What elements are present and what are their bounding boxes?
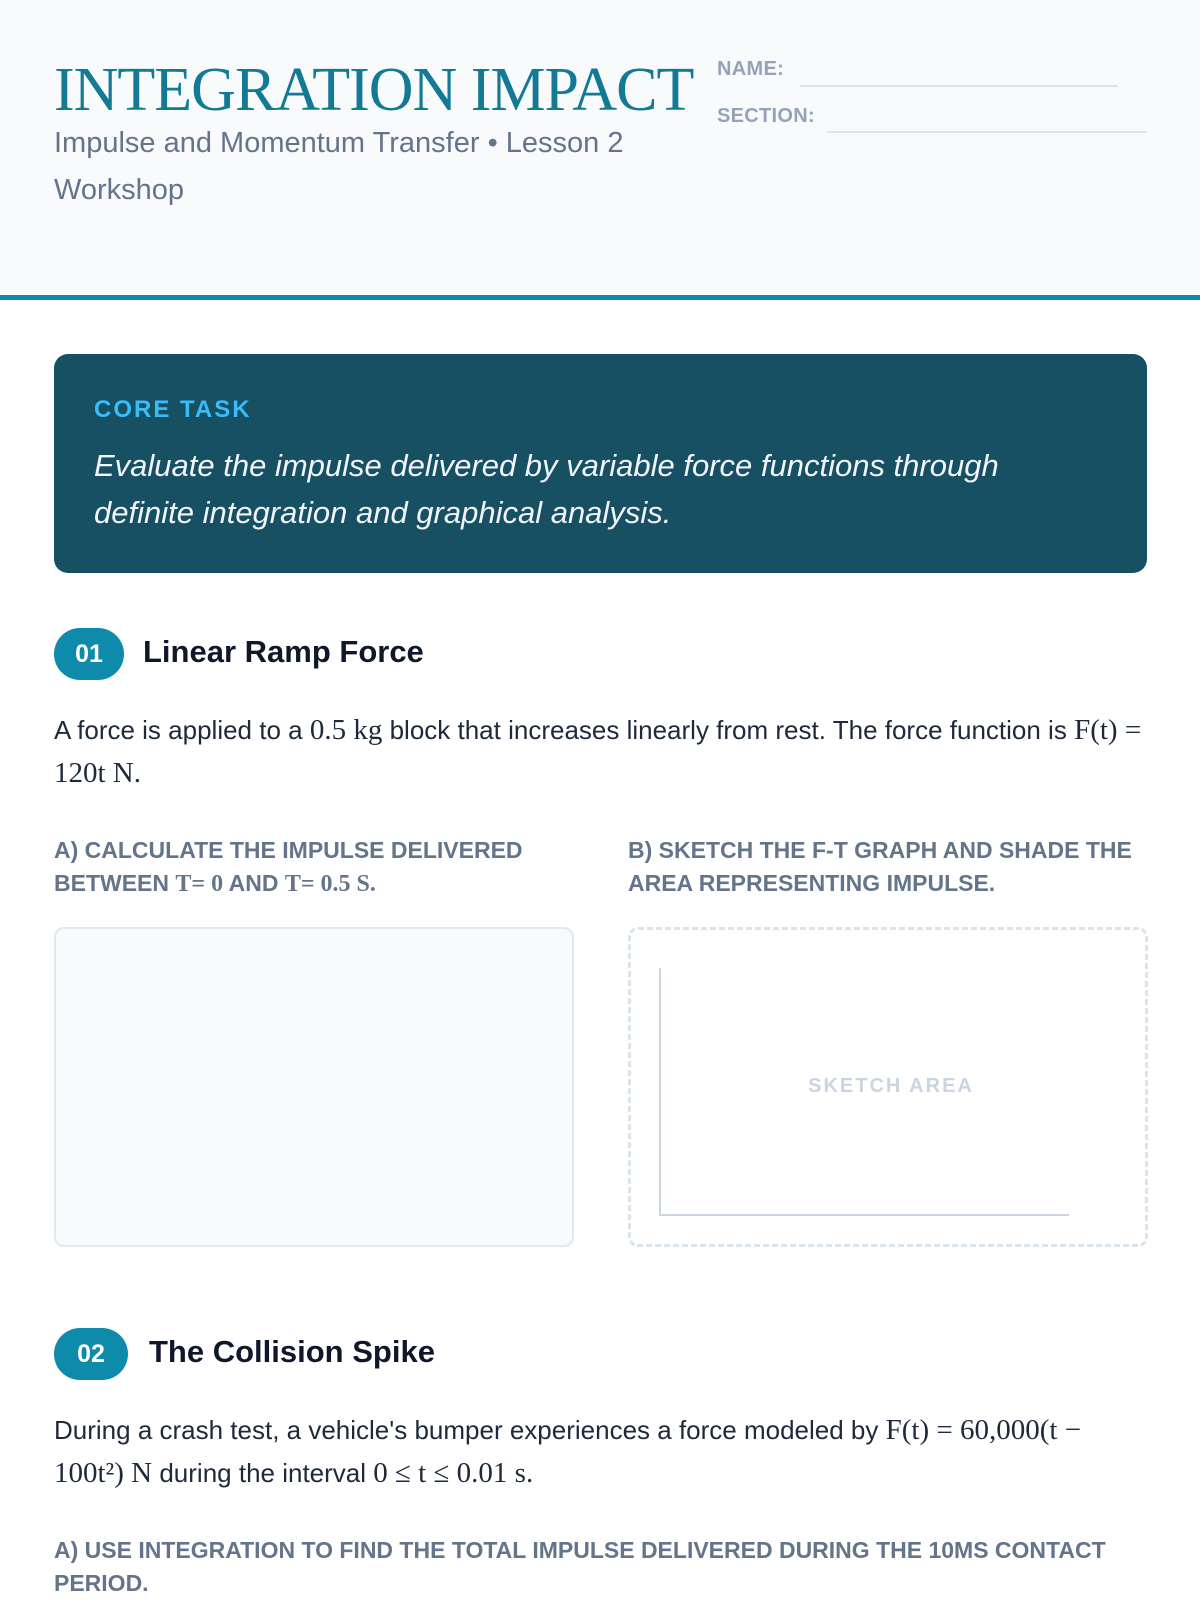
sketch-area[interactable] (628, 927, 1148, 1247)
section-label: SECTION: (717, 105, 815, 127)
part-a-prompt: A) USE INTEGRATION TO FIND THE TOTAL IMPULSE DELIVERED DURING THE 10MS CONTACT PERIOD. (54, 1537, 1106, 1596)
page-subtitle: Impulse and Momentum Transfer • Lesson 2 Workshop (54, 127, 624, 206)
part-a-and: AND (228, 870, 279, 896)
part-a-text: A) CALCULATE THE IMPULSE DELIVERED BETWEEN (54, 837, 523, 896)
time-interval: 0 ≤ t ≤ 0.01 s. (373, 1457, 534, 1489)
force-function: F(t) = 120t N. (54, 714, 1142, 789)
force-function: F(t) = 60,000(t − 100t²) N (54, 1414, 1082, 1489)
mass-value: 0.5 kg (309, 714, 383, 746)
question-text: during the interval (159, 1458, 367, 1488)
core-task-label: CORE TASK (94, 396, 252, 423)
question-number-badge: 01 (54, 628, 124, 680)
time-end: T= 0.5 S. (284, 871, 376, 897)
question-title: Linear Ramp Force (143, 634, 424, 669)
part-b-prompt: B) SKETCH THE F-T GRAPH AND SHADE THE AREA REPRESENTING IMPULSE. (628, 837, 1132, 896)
worksheet-header (0, 0, 1200, 300)
question-title: The Collision Spike (149, 1334, 435, 1369)
question-text: During a crash test, a vehicle's bumper experiences a force modeled by (54, 1415, 879, 1445)
sketch-x-axis (659, 1214, 1069, 1216)
part-a-prompt (54, 834, 564, 901)
question-number-badge: 02 (54, 1328, 128, 1380)
sketch-area-label: SKETCH AREA (808, 1075, 974, 1097)
page-title: INTEGRATION IMPACT (54, 56, 694, 124)
core-task-text: Evaluate the impulse delivered by variable force functions through definite integration and graphical analysis. (94, 448, 999, 530)
answer-area[interactable] (54, 927, 574, 1247)
question-body (54, 1409, 1149, 1495)
time-start: T= 0 (175, 871, 224, 897)
section-field[interactable] (827, 131, 1147, 133)
question-text: A force is applied to a (54, 715, 303, 745)
name-field[interactable] (800, 85, 1118, 87)
core-task-box (54, 354, 1147, 573)
question-body (54, 709, 1149, 795)
name-label: NAME: (717, 58, 785, 80)
question-text: block that increases linearly from rest. The force function is (389, 715, 1067, 745)
